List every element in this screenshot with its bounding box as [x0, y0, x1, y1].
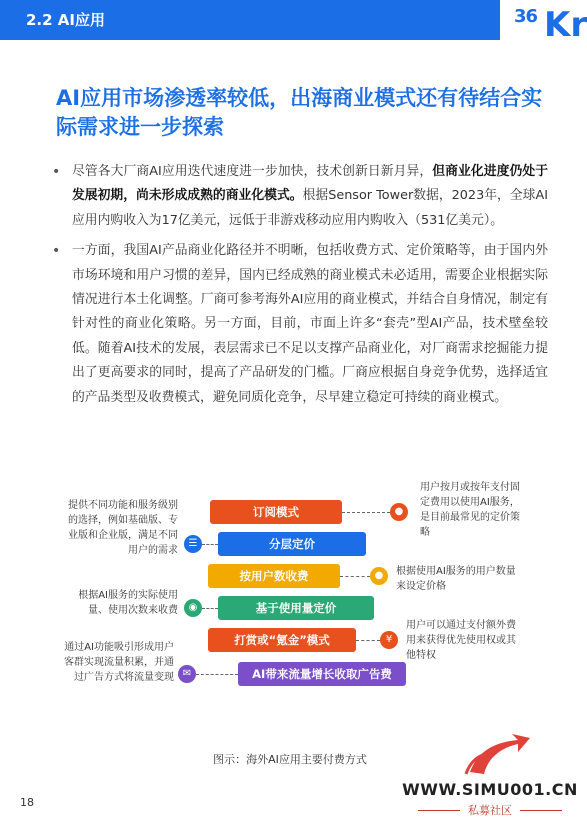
watermark-url: WWW.SIMU001.CN — [402, 780, 578, 799]
person-icon: ● — [390, 503, 408, 521]
bullet-1-text-b: 根据Sensor Tower数据，2023年，全球AI应用内购收入为17亿美元，远低于非游戏移动应用内购收入（531亿美元）。 — [72, 188, 548, 228]
page-number: 18 — [20, 796, 34, 809]
logo-36: 36 — [514, 6, 538, 27]
layers-icon: ☰ — [184, 535, 202, 553]
bullet-dot: • — [52, 243, 61, 260]
connector-left-2 — [202, 608, 218, 609]
watermark-subtitle: 私募社区 — [468, 804, 512, 817]
connector-left-3 — [196, 674, 238, 675]
bullet-dot: • — [52, 164, 61, 180]
bar-tipping: 打赏或“氪金”模式 — [208, 628, 356, 652]
note-subscription: 用户按月或按年支付固定费用以使用AI服务，是目前最常见的定价策略 — [420, 482, 520, 538]
connector-right-1 — [342, 512, 390, 513]
connector-right-2 — [340, 576, 370, 577]
logo-k: Kr — [544, 5, 587, 45]
meter-icon: ◉ — [184, 599, 202, 617]
bullet-1-bold: 但商业化进度仍处于发展初期，尚未形成成熟的商业化模式。 — [72, 164, 549, 204]
connector-right-3 — [356, 640, 380, 641]
watermark-line-right — [520, 810, 562, 811]
figure-caption: 图示：海外AI应用主要付费方式 — [213, 753, 367, 766]
bullet-item-2 — [52, 239, 548, 410]
bullet-item-1 — [52, 160, 549, 233]
bar-advertising: AI带来流量增长收取广告费 — [238, 662, 406, 686]
watermark — [400, 730, 580, 820]
bullet-2-text: 一方面，我国AI产品商业化路径并不明晰，包括收费方式、定价策略等，由于国内外市场环境和用户习惯的差异，国内已经成熟的商业模式未必适用，需要企业根据实际情况进行本土化调整。厂商可参考海外AI应用的商业模式，并结合自身情况，制定有针对性的商业化策略。另一方面，目前，市面上许多“套壳”型AI产品，技术壁垒较低。随着AI技术的发展，表层需求已不足以支撑产品商业化，对厂商需求挖掘能力提出了更高要求的同时，提高了产品研发的门槛。厂商应根据自身竞争优势，选择适宜的产品类型及收费模式，避免同质化竞争，尽早建立稳定可持续的商业模式。 — [72, 243, 548, 405]
bar-per-user: 按用户数收费 — [208, 564, 340, 588]
page-headline: AI应用市场渗透率较低，出海商业模式还有待结合实际需求进一步探索 — [56, 86, 543, 139]
group-icon: ● — [370, 567, 388, 585]
note-per-user: 根据使用AI服务的用户数量来设定价格 — [396, 566, 516, 592]
note-advertising: 通过AI功能吸引形成用户客群实现流量积累，并通过广告方式将流量变现 — [64, 642, 174, 683]
bar-subscription: 订阅模式 — [210, 500, 342, 524]
brand-logo — [508, 2, 587, 45]
watermark-arrow-icon — [400, 730, 580, 780]
ad-icon: ✉ — [178, 665, 196, 683]
connector-left-1 — [202, 544, 218, 545]
bullet-list — [52, 160, 549, 416]
coin-icon: ¥ — [380, 631, 398, 649]
payment-models-figure — [60, 476, 530, 726]
header — [0, 0, 587, 45]
note-tiered-pricing: 提供不同功能和服务级别的选择，例如基础版、专业版和企业版，满足不同用户的需求 — [68, 500, 178, 556]
note-usage-based: 根据AI服务的实际使用量、使用次数来收费 — [78, 590, 178, 616]
section-header-bar — [0, 0, 500, 40]
section-title: 2.2 AI应用 — [26, 11, 105, 29]
note-tipping: 用户可以通过支付额外费用来获得优先使用权或其他特权 — [406, 620, 516, 661]
bullet-1-text-a: 尽管各大厂商AI应用迭代速度进一步加快，技术创新日新月异， — [72, 164, 433, 179]
bar-tiered-pricing: 分层定价 — [218, 532, 366, 556]
bar-usage-based: 基于使用量定价 — [218, 596, 374, 620]
